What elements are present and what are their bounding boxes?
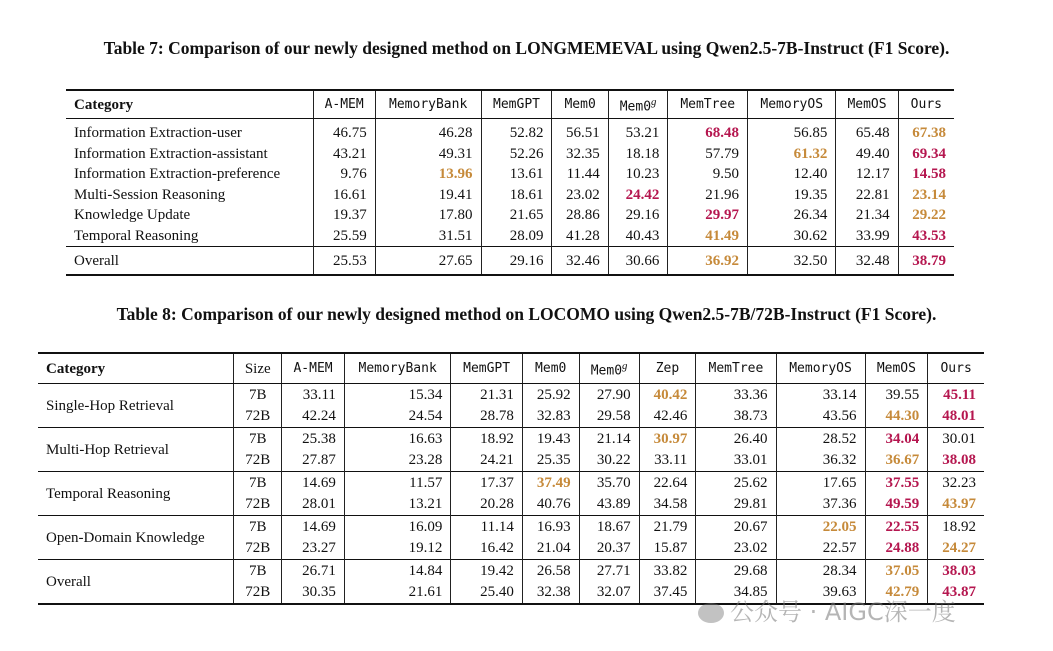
value-cell: 41.28 (552, 226, 608, 247)
value-cell: 30.66 (608, 247, 668, 276)
value-cell: 21.31 (451, 384, 522, 406)
value-cell: 18.61 (481, 185, 552, 206)
value-cell: 21.04 (522, 538, 579, 560)
table7-mem0g-superscript: g (651, 95, 657, 108)
value-cell: 19.42 (451, 560, 522, 582)
value-cell: 38.73 (696, 406, 776, 428)
size-cell: 7B (234, 428, 282, 450)
value-cell: 33.82 (639, 560, 696, 582)
value-cell: 52.82 (481, 119, 552, 144)
value-cell: 10.23 (608, 164, 668, 185)
value-cell: 37.49 (522, 472, 579, 494)
table7-header-0: Category (66, 90, 313, 119)
value-cell: 52.26 (481, 144, 552, 165)
value-cell: 32.23 (928, 472, 984, 494)
value-cell: 43.87 (928, 582, 984, 605)
value-cell: 9.76 (313, 164, 375, 185)
value-cell: 24.21 (451, 450, 522, 472)
value-cell: 11.57 (344, 472, 450, 494)
value-cell: 37.05 (865, 560, 928, 582)
value-cell: 21.79 (639, 516, 696, 538)
value-cell: 18.18 (608, 144, 668, 165)
value-cell: 39.55 (865, 384, 928, 406)
value-cell: 32.48 (836, 247, 898, 276)
size-cell: 7B (234, 560, 282, 582)
table7-row (66, 119, 954, 144)
value-cell: 45.11 (928, 384, 984, 406)
value-cell: 43.97 (928, 494, 984, 516)
value-cell: 17.80 (375, 205, 481, 226)
size-cell: 72B (234, 538, 282, 560)
value-cell: 19.37 (313, 205, 375, 226)
size-cell: 72B (234, 450, 282, 472)
table7-header-2: MemoryBank (375, 90, 481, 119)
value-cell: 16.61 (313, 185, 375, 206)
value-cell: 24.54 (344, 406, 450, 428)
value-cell: 23.14 (898, 185, 954, 206)
value-cell: 25.35 (522, 450, 579, 472)
category-cell: Information Extraction-assistant (74, 145, 268, 162)
value-cell: 46.28 (375, 119, 481, 144)
value-cell: 28.34 (776, 560, 865, 582)
table7-header-6: MemTree (668, 90, 748, 119)
value-cell: 68.48 (668, 119, 748, 144)
value-cell: 25.53 (313, 247, 375, 276)
value-cell: 28.52 (776, 428, 865, 450)
value-cell: 22.64 (639, 472, 696, 494)
table8 (38, 352, 984, 605)
category-cell: Overall (66, 247, 313, 276)
value-cell: 26.40 (696, 428, 776, 450)
value-cell: 17.37 (451, 472, 522, 494)
table7-caption: Table 7: Comparison of our newly designed method on LONGMEMEVAL using Qwen2.5-7B-Instruct (F1 Score). (103, 38, 950, 58)
table7-row (66, 164, 954, 185)
value-cell: 23.28 (344, 450, 450, 472)
table8-header-row (38, 353, 984, 384)
value-cell: 22.55 (865, 516, 928, 538)
value-cell: 22.81 (836, 185, 898, 206)
value-cell: 43.89 (579, 494, 639, 516)
value-cell: 37.45 (639, 582, 696, 605)
size-cell: 7B (234, 472, 282, 494)
value-cell: 13.21 (344, 494, 450, 516)
table8-row (38, 560, 984, 582)
table8-header-2: A-MEM (282, 353, 345, 384)
value-cell: 13.61 (481, 164, 552, 185)
value-cell: 38.79 (898, 247, 954, 276)
value-cell: 22.57 (776, 538, 865, 560)
category-cell: Open-Domain Knowledge (38, 516, 234, 560)
value-cell: 29.68 (696, 560, 776, 582)
value-cell: 18.67 (579, 516, 639, 538)
table8-header-11: Ours (928, 353, 984, 384)
value-cell: 19.12 (344, 538, 450, 560)
value-cell: 32.83 (522, 406, 579, 428)
value-cell: 43.56 (776, 406, 865, 428)
value-cell: 29.16 (481, 247, 552, 276)
value-cell: 69.34 (898, 144, 954, 165)
value-cell: 40.76 (522, 494, 579, 516)
value-cell: 36.67 (865, 450, 928, 472)
category-cell: Knowledge Update (74, 207, 191, 224)
value-cell: 40.43 (608, 226, 668, 247)
value-cell: 40.42 (639, 384, 696, 406)
value-cell: 21.61 (344, 582, 450, 605)
value-cell: 30.01 (928, 428, 984, 450)
category-cell: Single-Hop Retrieval (46, 397, 174, 414)
category-cell: Information Extraction-user (74, 125, 242, 142)
table8-mem0g-superscript: g (622, 359, 628, 372)
value-cell: 49.59 (865, 494, 928, 516)
value-cell: 32.07 (579, 582, 639, 605)
value-cell: 24.88 (865, 538, 928, 560)
value-cell: 42.79 (865, 582, 928, 605)
category-cell: Information Extraction-preference (74, 166, 281, 183)
value-cell: 24.27 (928, 538, 984, 560)
value-cell: 33.11 (282, 384, 345, 406)
value-cell: 31.51 (375, 226, 481, 247)
value-cell: 16.09 (344, 516, 450, 538)
value-cell: 57.79 (668, 144, 748, 165)
value-cell: 14.69 (282, 472, 345, 494)
table8-header-7: Zep (639, 353, 696, 384)
value-cell: 30.22 (579, 450, 639, 472)
value-cell: 11.44 (552, 164, 608, 185)
value-cell: 16.42 (451, 538, 522, 560)
value-cell: 41.49 (668, 226, 748, 247)
table7-header-4: Mem0 (552, 90, 608, 119)
value-cell: 19.41 (375, 185, 481, 206)
value-cell: 15.34 (344, 384, 450, 406)
size-cell: 7B (234, 516, 282, 538)
value-cell: 61.32 (748, 144, 836, 165)
value-cell: 30.97 (639, 428, 696, 450)
value-cell: 25.59 (313, 226, 375, 247)
value-cell: 28.86 (552, 205, 608, 226)
table7-header-5: Mem0$^g$ (608, 90, 668, 119)
value-cell: 12.17 (836, 164, 898, 185)
value-cell: 49.31 (375, 144, 481, 165)
table7-header-1: A-MEM (313, 90, 375, 119)
table8-header-3: MemoryBank (344, 353, 450, 384)
value-cell: 14.58 (898, 164, 954, 185)
value-cell: 23.02 (552, 185, 608, 206)
value-cell: 39.63 (776, 582, 865, 605)
value-cell: 38.08 (928, 450, 984, 472)
value-cell: 28.01 (282, 494, 345, 516)
value-cell: 20.67 (696, 516, 776, 538)
value-cell: 25.38 (282, 428, 345, 450)
value-cell: 19.35 (748, 185, 836, 206)
value-cell: 32.50 (748, 247, 836, 276)
category-cell: Multi-Hop Retrieval (38, 428, 234, 472)
table8-row (38, 472, 984, 494)
value-cell: 21.34 (836, 205, 898, 226)
value-cell: 33.36 (696, 384, 776, 406)
value-cell: 37.36 (776, 494, 865, 516)
value-cell: 27.87 (282, 450, 345, 472)
value-cell: 32.46 (552, 247, 608, 276)
table7-row (66, 205, 954, 226)
value-cell: 34.85 (696, 582, 776, 605)
value-cell: 56.51 (552, 119, 608, 144)
value-cell: 34.58 (639, 494, 696, 516)
value-cell: 25.62 (696, 472, 776, 494)
watermark-text: 公众号 · AIGC深一度 (730, 598, 956, 626)
table8-header-10: MemOS (865, 353, 928, 384)
value-cell: 29.81 (696, 494, 776, 516)
value-cell: 27.90 (579, 384, 639, 406)
value-cell: 36.32 (776, 450, 865, 472)
table8-header-8: MemTree (696, 353, 776, 384)
value-cell: 34.04 (865, 428, 928, 450)
value-cell: 33.99 (836, 226, 898, 247)
value-cell: 26.58 (522, 560, 579, 582)
value-cell: 21.65 (481, 205, 552, 226)
wechat-icon (698, 603, 724, 623)
table8-header-4: MemGPT (451, 353, 522, 384)
table8-header-9: MemoryOS (776, 353, 865, 384)
category-cell: Overall (38, 560, 234, 605)
table7-row (66, 185, 954, 206)
value-cell: 11.14 (451, 516, 522, 538)
value-cell: 38.03 (928, 560, 984, 582)
table8-header-1: Size (234, 353, 282, 384)
value-cell: 35.70 (579, 472, 639, 494)
value-cell: 9.50 (668, 164, 748, 185)
table8-caption: Table 8: Comparison of our newly designed method on LOCOMO using Qwen2.5-7B/72B-Instruct (F1 Score). (116, 304, 937, 324)
value-cell: 25.92 (522, 384, 579, 406)
table8-row (38, 428, 984, 450)
value-cell: 29.22 (898, 205, 954, 226)
table8-row (38, 384, 984, 406)
value-cell: 32.35 (552, 144, 608, 165)
table7 (66, 89, 954, 276)
value-cell: 26.71 (282, 560, 345, 582)
value-cell: 20.28 (451, 494, 522, 516)
value-cell: 15.87 (639, 538, 696, 560)
value-cell: 32.38 (522, 582, 579, 605)
value-cell: 14.69 (282, 516, 345, 538)
table8-header-5: Mem0 (522, 353, 579, 384)
size-cell: 72B (234, 582, 282, 605)
value-cell: 19.43 (522, 428, 579, 450)
value-cell: 33.01 (696, 450, 776, 472)
value-cell: 20.37 (579, 538, 639, 560)
value-cell: 26.34 (748, 205, 836, 226)
table8-row (38, 516, 984, 538)
value-cell: 29.16 (608, 205, 668, 226)
value-cell: 13.96 (375, 164, 481, 185)
value-cell: 27.65 (375, 247, 481, 276)
value-cell: 29.58 (579, 406, 639, 428)
value-cell: 49.40 (836, 144, 898, 165)
value-cell: 42.46 (639, 406, 696, 428)
value-cell: 29.97 (668, 205, 748, 226)
value-cell: 53.21 (608, 119, 668, 144)
value-cell: 37.55 (865, 472, 928, 494)
table7-row (66, 144, 954, 165)
value-cell: 28.78 (451, 406, 522, 428)
value-cell: 24.42 (608, 185, 668, 206)
size-cell: 7B (234, 384, 282, 406)
value-cell: 44.30 (865, 406, 928, 428)
value-cell: 23.02 (696, 538, 776, 560)
value-cell: 18.92 (928, 516, 984, 538)
value-cell: 25.40 (451, 582, 522, 605)
value-cell: 12.40 (748, 164, 836, 185)
table8-header-6: Mem0$^g$ (579, 353, 639, 384)
value-cell: 16.93 (522, 516, 579, 538)
watermark (698, 592, 956, 627)
value-cell: 46.75 (313, 119, 375, 144)
table7-overall-row (66, 247, 954, 276)
table7-header-3: MemGPT (481, 90, 552, 119)
value-cell: 21.96 (668, 185, 748, 206)
table7-header-9: Ours (898, 90, 954, 119)
value-cell: 14.84 (344, 560, 450, 582)
value-cell: 28.09 (481, 226, 552, 247)
value-cell: 23.27 (282, 538, 345, 560)
value-cell: 21.14 (579, 428, 639, 450)
category-cell: Temporal Reasoning (74, 227, 199, 244)
value-cell: 33.11 (639, 450, 696, 472)
value-cell: 43.21 (313, 144, 375, 165)
value-cell: 30.35 (282, 582, 345, 605)
table7-header-8: MemOS (836, 90, 898, 119)
size-cell: 72B (234, 494, 282, 516)
size-cell: 72B (234, 406, 282, 428)
value-cell: 16.63 (344, 428, 450, 450)
value-cell: 67.38 (898, 119, 954, 144)
value-cell: 48.01 (928, 406, 984, 428)
value-cell: 33.14 (776, 384, 865, 406)
value-cell: 18.92 (451, 428, 522, 450)
category-cell: Temporal Reasoning (38, 472, 234, 516)
table7-header-row (66, 90, 954, 119)
value-cell: 56.85 (748, 119, 836, 144)
table7-header-7: MemoryOS (748, 90, 836, 119)
table8-header-0: Category (38, 353, 234, 384)
value-cell: 27.71 (579, 560, 639, 582)
value-cell: 36.92 (668, 247, 748, 276)
value-cell: 43.53 (898, 226, 954, 247)
value-cell: 30.62 (748, 226, 836, 247)
table7-row (66, 226, 954, 247)
category-cell: Multi-Session Reasoning (74, 186, 226, 203)
value-cell: 42.24 (282, 406, 345, 428)
value-cell: 22.05 (776, 516, 865, 538)
value-cell: 65.48 (836, 119, 898, 144)
value-cell: 17.65 (776, 472, 865, 494)
